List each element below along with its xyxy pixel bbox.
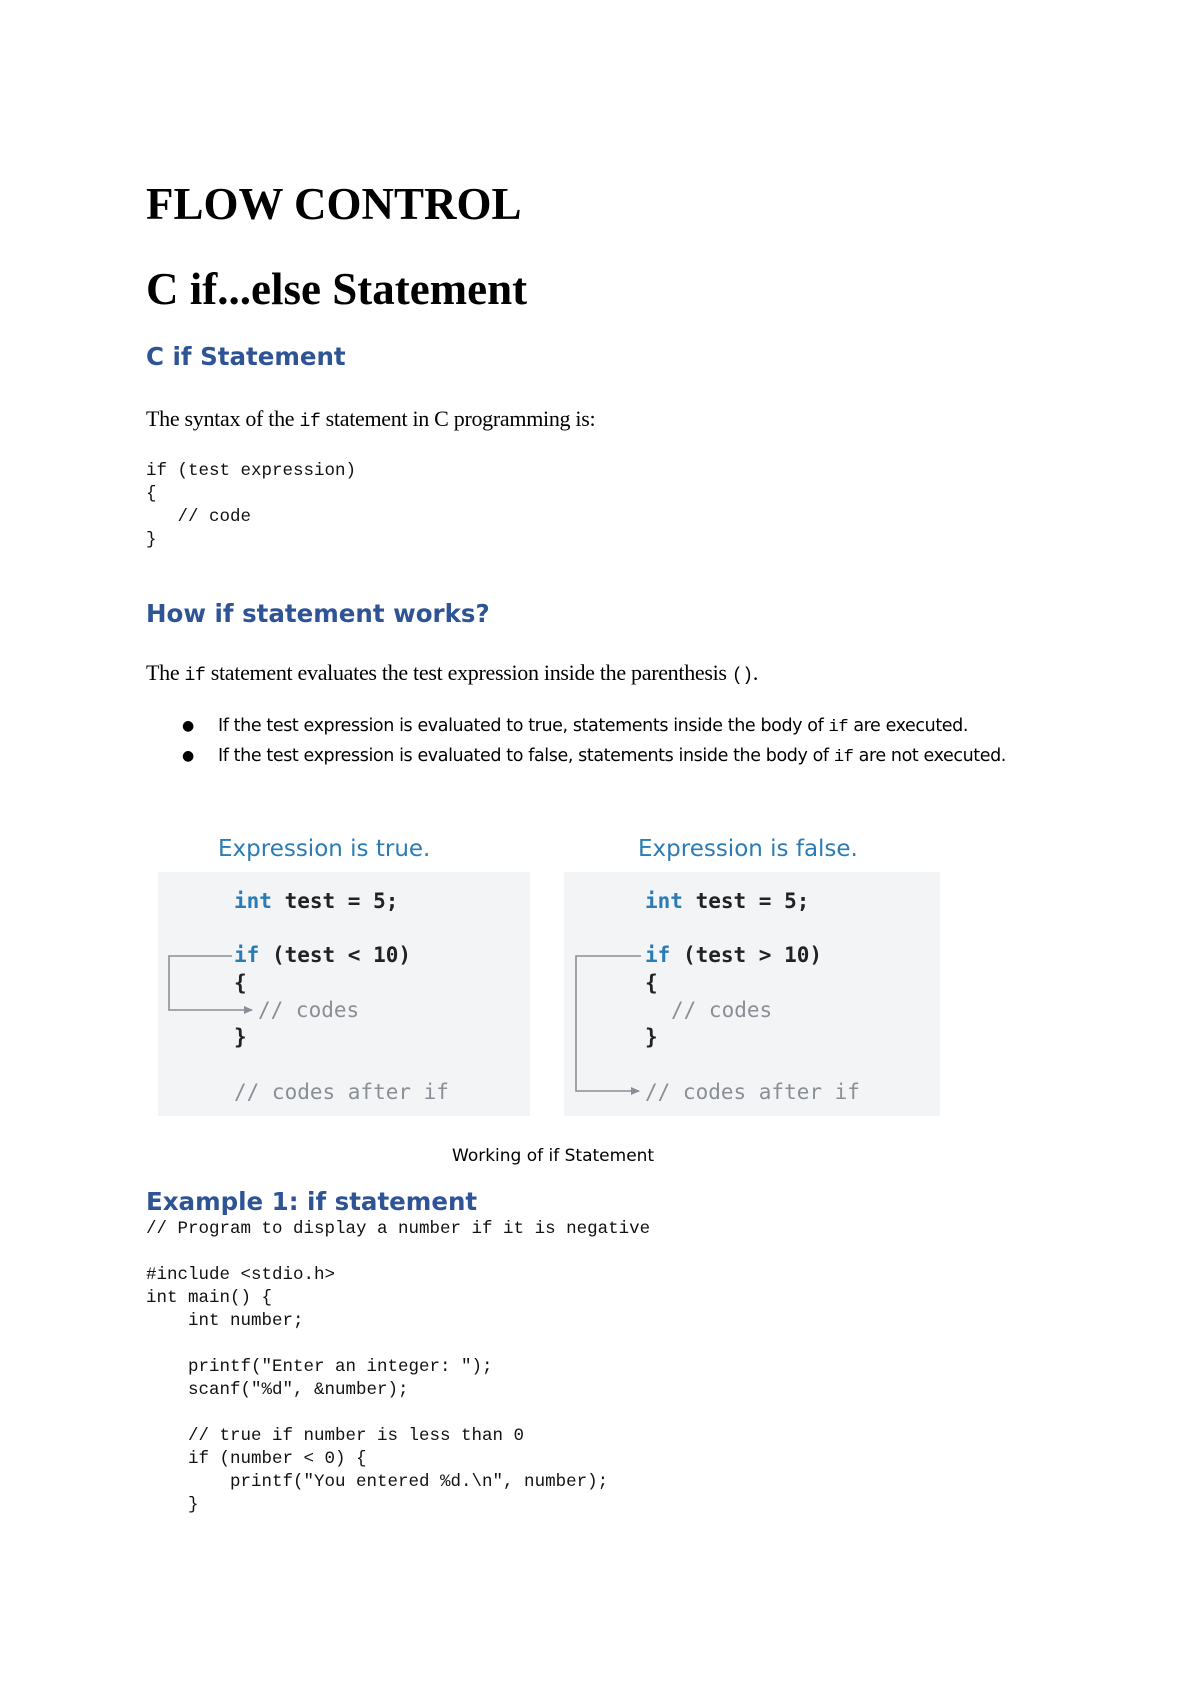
page-subtitle: C if...else Statement bbox=[146, 264, 528, 314]
if-condition: (test < 10) bbox=[259, 943, 412, 967]
syntax-intro-text: The syntax of the bbox=[146, 406, 300, 431]
inline-code-parens: () bbox=[731, 666, 753, 686]
bullet-text-end: are not executed. bbox=[853, 746, 1006, 766]
figure-right-close-brace: } bbox=[645, 1025, 658, 1049]
bullet-text: If the test expression is evaluated to false, statements inside the body of bbox=[218, 746, 834, 766]
inline-code-if: if bbox=[833, 748, 854, 767]
figure-caption: Working of if Statement bbox=[452, 1146, 655, 1166]
inline-code-if: if bbox=[828, 718, 849, 737]
figure-left-close-brace: } bbox=[234, 1025, 247, 1049]
decl-rest: test = 5; bbox=[682, 889, 810, 913]
keyword-int: int bbox=[234, 889, 272, 913]
page-title: FLOW CONTROL bbox=[146, 179, 522, 229]
example-heading: Example 1: if statement bbox=[146, 1187, 478, 1216]
inline-code-if: if bbox=[299, 412, 321, 432]
keyword-if: if bbox=[234, 943, 260, 967]
figure-right-body-comment: // codes bbox=[671, 998, 773, 1022]
section-heading-how: How if statement works? bbox=[146, 599, 490, 628]
syntax-intro-text-end: statement in C programming is: bbox=[320, 406, 596, 431]
example-code-block: // Program to display a number if it is negative #include <stdio.h> int main() { int number; printf("Enter an integer: "); scanf("%d", &number); // true if number is less than 0 if (number < 0) { printf("You entered %d.\n", number); } bbox=[146, 1219, 651, 1515]
syntax-code-block: if (test expression) { // code } bbox=[146, 461, 357, 550]
flow-arrow-right bbox=[576, 956, 641, 1091]
flow-arrow-left bbox=[169, 956, 252, 1010]
decl-rest: test = 5; bbox=[271, 889, 399, 913]
figure-right-after-comment: // codes after if bbox=[645, 1080, 860, 1104]
bullet-text: If the test expression is evaluated to true, statements inside the body of bbox=[218, 716, 829, 736]
how-intro-text: The bbox=[146, 660, 185, 685]
bullet-icon: ● bbox=[182, 718, 194, 734]
how-intro-text-mid: statement evaluates the test expression inside the parenthesis bbox=[205, 660, 732, 685]
figure-right-open-brace: { bbox=[645, 971, 658, 995]
inline-code-if: if bbox=[184, 666, 206, 686]
figure-left-open-brace: { bbox=[234, 971, 247, 995]
figure-left-after-comment: // codes after if bbox=[234, 1080, 449, 1104]
figure-right-title: Expression is false. bbox=[638, 836, 858, 862]
figure-left-body-comment: // codes bbox=[258, 998, 360, 1022]
bullet-text-end: are executed. bbox=[848, 716, 969, 736]
keyword-if: if bbox=[645, 943, 671, 967]
figure-left-title: Expression is true. bbox=[218, 836, 431, 862]
keyword-int: int bbox=[645, 889, 683, 913]
section-heading-if: C if Statement bbox=[146, 342, 346, 371]
if-condition: (test > 10) bbox=[670, 943, 823, 967]
how-intro-text-end: . bbox=[752, 660, 759, 685]
bullet-icon: ● bbox=[182, 748, 194, 764]
